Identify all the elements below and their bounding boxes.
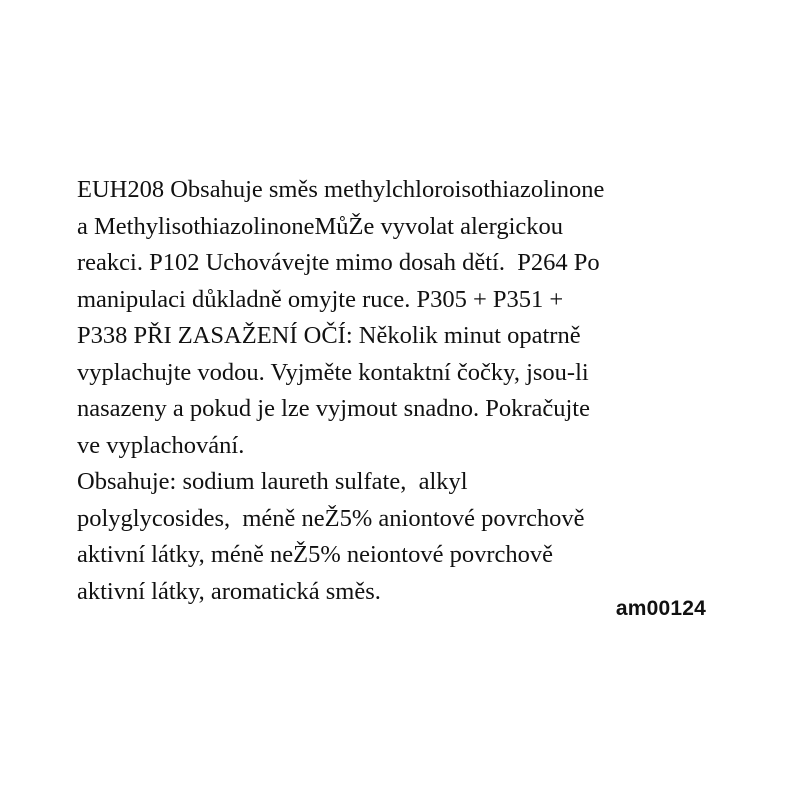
product-code: am00124 — [615, 597, 706, 620]
text-line-polyglycosides: polyglycosides, méně neŽ5% aniontové povrchově — [77, 504, 585, 532]
safety-text-block — [77, 172, 797, 610]
text-line-aromatic-mixture: aktivní látky, aromatická směs. — [77, 577, 381, 605]
text-line-methylisothiazolinone: a MethylisothiazolinoneMůŽe vyvolat alergickou — [77, 212, 564, 240]
text-line-contains: Obsahuje: sodium laureth sulfate, alkyl — [77, 468, 468, 495]
text-line-active-substances: aktivní látky, méně neŽ5% neiontové povrchově — [77, 541, 554, 568]
text-line-p338: P338 PŘI ZASAŽENÍ OČÍ: Několik minut opatrně — [77, 322, 581, 349]
text-line-manipulation: manipulaci důkladně omyjte ruce. P305 + P351 + — [77, 285, 564, 313]
text-line-lenses: nasazeny a pokud je lze vyjmout snadno. Pokračujte — [77, 395, 590, 422]
text-line-euh208: EUH208 Obsahuje směs methylchloroisothiazolinone — [77, 176, 605, 203]
text-line-continue-rinsing: ve vyplachování. — [77, 431, 245, 459]
text-line-p102: reakci. P102 Uchovávejte mimo dosah dětí. P264 Po — [77, 249, 600, 276]
text-line-rinse: vyplachujte vodou. Vyjměte kontaktní čočky, jsou-li — [77, 358, 589, 386]
